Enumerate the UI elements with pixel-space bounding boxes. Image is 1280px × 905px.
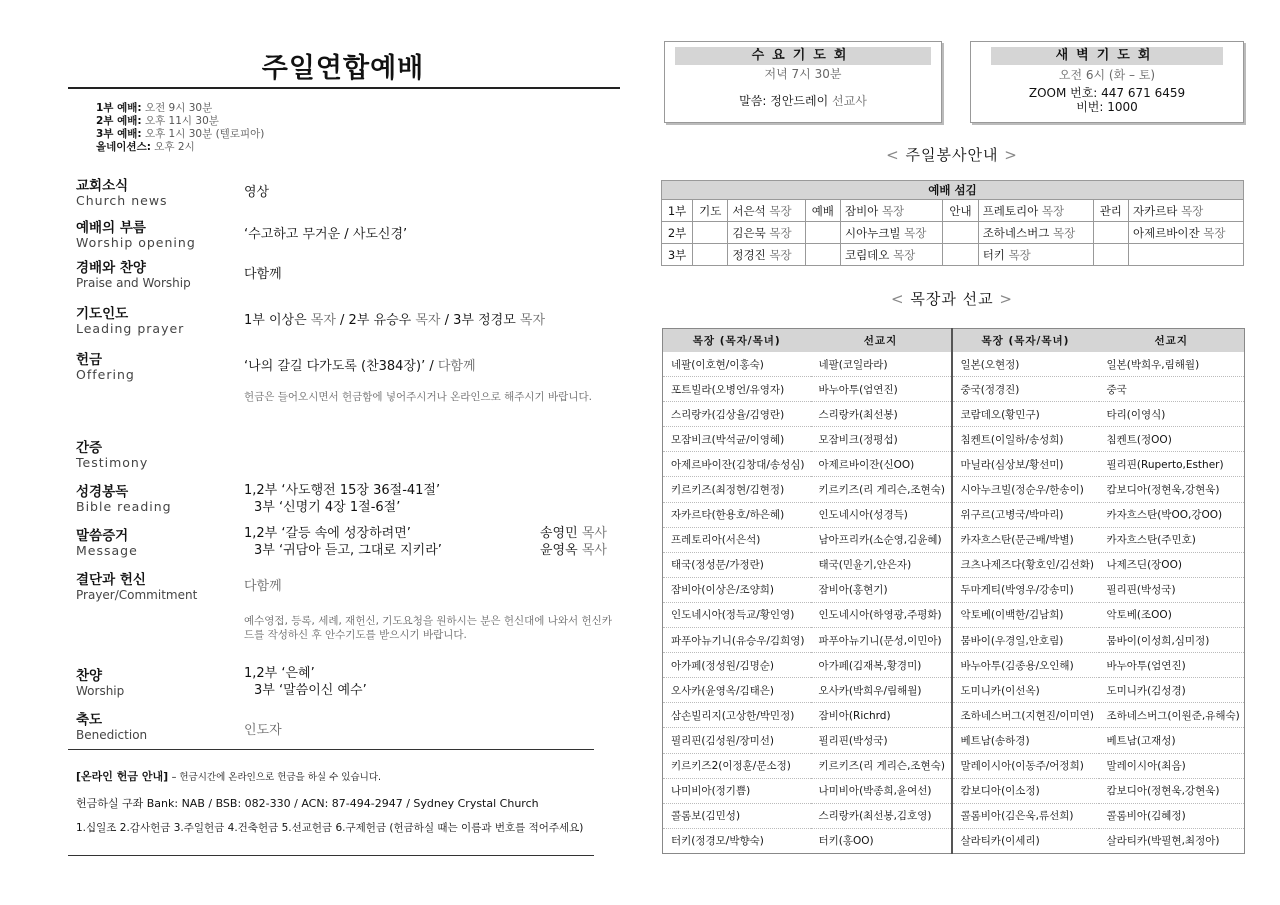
- cell-group: 파푸아뉴기니(유승우/김희영): [663, 628, 811, 653]
- time-label: 3부 예배:: [96, 128, 142, 140]
- offering-note: 헌금은 들어오시면서 헌금함에 넣어주시거나 온라인으로 해주시기 바랍니다.: [244, 391, 592, 403]
- cell-mission-field: 스리랑카(최선봉): [811, 402, 952, 427]
- cell-mission-field: 캄보디아(정현욱,강현욱): [1099, 477, 1245, 502]
- name-cell: [978, 244, 1093, 266]
- cell-group: 콜롬비아(김은욱,류선희): [952, 803, 1099, 828]
- bible-line: 1,2부 ‘사도행전 15장 36절-41절’: [244, 483, 441, 498]
- name: 자카르타: [1132, 203, 1178, 218]
- cell-mission-field: 터키(홍OO): [811, 828, 952, 853]
- col-header: 선교지: [1099, 329, 1245, 353]
- title: 목장: [1008, 247, 1031, 262]
- cell-group: 살라티카(이세리): [952, 828, 1099, 853]
- section-prayer: [76, 306, 184, 336]
- cell-mission-field: 키르키즈(리 게리슨,조현숙): [811, 477, 952, 502]
- cell-group: 인도네시아(정득교/황인영): [663, 602, 811, 627]
- section-title: 경배와 찬양: [76, 260, 146, 276]
- cell-group: 아제르바이잔(김창대/송성심): [663, 452, 811, 477]
- message-line: 1,2부 ‘갈등 속에 성장하려면’: [244, 526, 411, 541]
- section-offering: [76, 352, 135, 382]
- mission-header-row: [663, 329, 1245, 353]
- cell-group: 중국(정경진): [952, 377, 1099, 402]
- cell-group: 스리랑카(김상율/김영란): [663, 402, 811, 427]
- time-row: [96, 128, 264, 141]
- time-label: 올네이션스:: [96, 141, 151, 153]
- section-title: 찬양: [76, 668, 103, 684]
- speaker: [540, 525, 607, 542]
- prayer-leader-1: 1부 이상은: [244, 313, 307, 328]
- role-cell: [805, 222, 840, 244]
- col-header: 선교지: [811, 329, 952, 353]
- section-title: 결단과 헌신: [76, 572, 146, 588]
- cell-mission-field: 아가페(김재복,황경미): [811, 653, 952, 678]
- role-cell: 예배: [805, 200, 840, 222]
- speaker-name: 윤영옥: [540, 543, 578, 558]
- table-row: [662, 222, 1244, 244]
- section-commitment: [76, 572, 197, 602]
- table-row: [663, 577, 1245, 602]
- cell-mission-field: 오사카(박희우/림해월): [811, 678, 952, 703]
- cell-group: 포트빌라(오병언/유영자): [663, 377, 811, 402]
- cell-group: 크츠나제즈다(황호인/김선화): [952, 552, 1099, 577]
- prayer-leader-2: / 2부 유승우: [340, 313, 412, 328]
- table-row: [663, 352, 1245, 377]
- cell-group: 오사카(윤영옥/김태은): [663, 678, 811, 703]
- cell-mission-field: 카자흐스탄(박OO,강OO): [1099, 502, 1245, 527]
- table-row: [663, 452, 1245, 477]
- cell-group: 도미니카(이선옥): [952, 678, 1099, 703]
- box-time: 오전 6시 (화 – 토): [1058, 68, 1156, 82]
- hymn-content: [244, 665, 367, 699]
- cell-mission-field: 바누아투(엄연진): [811, 377, 952, 402]
- bible-content: [244, 482, 440, 516]
- table-row: [663, 552, 1245, 577]
- cell-mission-field: 베트남(고재성): [1099, 728, 1245, 753]
- cell-group: 삼손빌리지(고상한/박민정): [663, 703, 811, 728]
- name: 코림데오: [844, 247, 890, 262]
- prayer-leader-3: / 3부 정경모: [444, 313, 516, 328]
- section-title: 기도인도: [76, 306, 129, 322]
- section-title: 헌금: [76, 352, 103, 368]
- benediction-content: 인도자: [244, 723, 282, 738]
- cell-group: 침켄트(이일하/송성희): [952, 427, 1099, 452]
- cell-mission-field: 인도네시아(성경득): [811, 502, 952, 527]
- cell-group: 네팔(이호현/이홍숙): [663, 352, 811, 377]
- role-cell: 안내: [943, 200, 978, 222]
- title: 목장: [769, 247, 792, 262]
- title: 목장: [893, 247, 916, 262]
- cell-mission-field: 조하네스버그(이원준,유해숙): [1099, 703, 1245, 728]
- name: 프레토리아: [982, 203, 1039, 218]
- name: 시아누크빌: [844, 225, 901, 240]
- title: 목장: [1041, 203, 1065, 218]
- col-header: 목장 (목자/목녀): [663, 329, 811, 353]
- cell-mission-field: 일본(박희우,림해월): [1099, 352, 1245, 377]
- role-cell: [805, 244, 840, 266]
- dawn-prayer-box: [970, 41, 1244, 123]
- table-row: [663, 427, 1245, 452]
- opening-content: ‘수고하고 무거운 / 사도신경’: [244, 227, 408, 242]
- table-row: [663, 402, 1245, 427]
- cell-mission-field: 캄보디아(정현욱,강현욱): [1099, 778, 1245, 803]
- online-top-divider: [68, 749, 594, 750]
- name: 아제르바이잔: [1132, 225, 1200, 240]
- section-subtitle: Offering: [76, 367, 135, 382]
- table-row: [663, 628, 1245, 653]
- hymn-line: 3부 ‘말씀이신 예수’: [254, 683, 367, 698]
- cell-mission-field: 나미비아(박종희,윤여선): [811, 778, 952, 803]
- wednesday-prayer-box: [664, 41, 942, 123]
- role-cell: [943, 244, 978, 266]
- box-title: 새벽기도회: [991, 47, 1223, 65]
- time-label: 2부 예배:: [96, 115, 142, 127]
- name-cell: [978, 222, 1093, 244]
- offering-types: 1.십일조 2.감사헌금 3.주일헌금 4.건축헌금 5.선교헌금 6.구제헌금 (헌금하실 때는 이름과 번호를 적어주세요): [76, 822, 584, 834]
- box-time: 저녁 7시 30분: [764, 67, 842, 81]
- time-value: 오후 11시 30분: [144, 115, 219, 127]
- section-subtitle: Worship opening: [76, 235, 196, 250]
- message-line: 3부 ‘귀담아 듣고, 그대로 지키라’: [254, 543, 442, 558]
- speaker: [540, 542, 607, 559]
- offering-hymn: ‘나의 갈길 다가도록 (찬384장)’ /: [244, 359, 434, 374]
- title: 목장: [769, 225, 792, 240]
- speaker-label: 말씀:: [739, 94, 767, 108]
- name: 터키: [982, 247, 1005, 262]
- page-title: 주일연합예배: [261, 53, 425, 84]
- name-cell: [1128, 244, 1243, 266]
- section-subtitle: Bible reading: [76, 499, 172, 514]
- role-cell: 관리: [1093, 200, 1128, 222]
- cell-group: 콜롬보(김민성): [663, 803, 811, 828]
- cell-group: 말레이시아(이동주/어정희): [952, 753, 1099, 778]
- praise-content: 다함께: [244, 267, 282, 282]
- section-title: 예배의 부름: [76, 220, 146, 236]
- cell-mission-field: 키르키즈(리 게리슨,조현숙): [811, 753, 952, 778]
- cell-group: 위구르(고병국/박마리): [952, 502, 1099, 527]
- section-subtitle: Leading prayer: [76, 321, 185, 336]
- section-title: 말씀증거: [76, 528, 129, 544]
- section-subtitle: Message: [76, 543, 138, 558]
- service-table: [661, 180, 1244, 266]
- cell-mission-field: 파푸아뉴기니(문성,이민아): [811, 628, 952, 653]
- message-content: [244, 525, 442, 559]
- time-row: [96, 141, 264, 154]
- table-header-row: [662, 181, 1244, 200]
- name: 조하네스버그: [982, 225, 1050, 240]
- table-row: [663, 653, 1245, 678]
- col-header: 목장 (목자/목녀): [952, 329, 1099, 353]
- cell-mission-field: 필리핀(Ruperto,Esther): [1099, 452, 1245, 477]
- section-subtitle: Praise and Worship: [76, 276, 191, 290]
- role-cell: [1093, 222, 1128, 244]
- section-title: 간증: [76, 440, 103, 456]
- mission-title-text: 목장과 선교: [910, 290, 994, 308]
- cell-group: 프레토리아(서은석): [663, 527, 811, 552]
- cell-group: 조하네스버그(지현진/이미연): [952, 703, 1099, 728]
- cell-mission-field: 카자흐스탄(주민호): [1099, 527, 1245, 552]
- table-row: [663, 377, 1245, 402]
- name-cell: [840, 222, 942, 244]
- cell-mission-field: 태국(민윤기,안은자): [811, 552, 952, 577]
- part-cell: 2부: [662, 222, 693, 244]
- section-bible-reading: [76, 484, 172, 514]
- part-cell: 3부: [662, 244, 693, 266]
- service-times: [96, 102, 264, 154]
- cell-mission-field: 살라티카(박필현,최정아): [1099, 828, 1245, 853]
- pastor-title: 목사: [581, 543, 607, 558]
- section-testimony: [76, 440, 148, 470]
- section-benediction: [76, 712, 147, 742]
- cell-mission-field: 아제르바이잔(신OO): [811, 452, 952, 477]
- hymn-line: 1,2부 ‘은혜’: [244, 666, 315, 681]
- cell-mission-field: 도미니카(김성경): [1099, 678, 1245, 703]
- section-worship-opening: [76, 220, 196, 250]
- box-title: 수요기도회: [675, 47, 931, 65]
- role-cell: 기도: [693, 200, 728, 222]
- role-cell: [693, 244, 728, 266]
- name-cell: [978, 200, 1093, 222]
- cell-group: 악토베(이백한/김남희): [952, 602, 1099, 627]
- box-speaker: [665, 94, 941, 109]
- zoom-password: 비번: 1000: [1076, 100, 1138, 114]
- section-title: 성경봉독: [76, 484, 129, 500]
- cell-group: 필리핀(김성원/장미선): [663, 728, 811, 753]
- service-title-text: 주일봉사안내: [905, 146, 999, 164]
- table-row: [663, 778, 1245, 803]
- speaker-title: 선교사: [832, 94, 867, 108]
- online-heading: [온라인 헌금 안내]: [76, 770, 169, 783]
- section-title: 교회소식: [76, 178, 129, 194]
- name-cell: [840, 244, 942, 266]
- cell-mission-field: 남아프리카(소순영,김윤혜): [811, 527, 952, 552]
- cell-group: 모잠비크(박석균/이영혜): [663, 427, 811, 452]
- table-row: [663, 477, 1245, 502]
- cell-group: 태국(정성문/가정란): [663, 552, 811, 577]
- table-row: [663, 803, 1245, 828]
- pastor-title: 목사: [581, 526, 607, 541]
- commitment-note: 예수영접, 등록, 세례, 재헌신, 기도요청을 원하시는 분은 헌신대에 나와서 헌신카드를 작성하신 후 안수기도를 받으시기 바랍니다.: [244, 615, 612, 641]
- cell-mission-field: 스리랑카(최선봉,김호영): [811, 803, 952, 828]
- cell-mission-field: 인도네시아(하영광,주평화): [811, 602, 952, 627]
- section-title: 축도: [76, 712, 103, 728]
- offering-content: [244, 358, 476, 375]
- section-subtitle: Prayer/Commitment: [76, 588, 198, 602]
- table-row: [663, 502, 1245, 527]
- bible-line: 3부 ‘신명기 4장 1절-6절’: [254, 500, 401, 515]
- table-row: [663, 527, 1245, 552]
- cell-group: 잠비아(이상은/조양희): [663, 577, 811, 602]
- cell-group: 아가페(정성원/김명순): [663, 653, 811, 678]
- cell-mission-field: 중국: [1099, 377, 1245, 402]
- cell-mission-field: 바누아투(엄연진): [1099, 653, 1245, 678]
- bank-account: 헌금하실 구좌 Bank: NAB / BSB: 082-330 / ACN: 87-494-2947 / Sydney Crystal Church: [76, 797, 539, 810]
- cell-group: 뭄바이(우경일,안호림): [952, 628, 1099, 653]
- section-message: [76, 528, 138, 558]
- cell-group: 일본(오현정): [952, 352, 1099, 377]
- title: 목장: [1053, 225, 1076, 240]
- cell-mission-field: 악토베(조OO): [1099, 602, 1245, 627]
- cell-group: 나미비아(정기쁨): [663, 778, 811, 803]
- pastor-title: 목자: [415, 313, 441, 328]
- cell-mission-field: 타리(이영식): [1099, 402, 1245, 427]
- cell-group: 시아누크빌(정순우/한송이): [952, 477, 1099, 502]
- cell-group: 카자흐스탄(문근배/박별): [952, 527, 1099, 552]
- time-value: 오전 9시 30분: [144, 102, 213, 114]
- cell-mission-field: 모잠비크(정평섭): [811, 427, 952, 452]
- news-content: 영상: [244, 185, 270, 200]
- table-row: [663, 703, 1245, 728]
- name: 정경진: [732, 247, 766, 262]
- cell-group: 캄보디아(이소정): [952, 778, 1099, 803]
- commitment-content: 다함께: [244, 579, 282, 594]
- section-subtitle: Worship: [76, 684, 125, 698]
- name: 서은석: [732, 203, 766, 218]
- role-cell: [943, 222, 978, 244]
- message-speakers: [540, 525, 607, 559]
- section-praise: [76, 260, 191, 290]
- cell-group: 바누아투(김종용/오인해): [952, 653, 1099, 678]
- section-subtitle: Benediction: [76, 728, 148, 742]
- cell-mission-field: 잠비아(홍현기): [811, 577, 952, 602]
- online-bottom-divider: [68, 855, 594, 856]
- cell-group: 키르키즈(최정현/김현정): [663, 477, 811, 502]
- cell-mission-field: 콜롬비아(김혜정): [1099, 803, 1245, 828]
- cell-group: 코람데오(황민구): [952, 402, 1099, 427]
- cell-mission-field: 말레이시아(최음): [1099, 753, 1245, 778]
- title: 목장: [881, 203, 905, 218]
- cell-mission-field: 뭄바이(이성희,심미정): [1099, 628, 1245, 653]
- name: 잠비아: [844, 203, 879, 218]
- role-cell: [693, 222, 728, 244]
- pastor-title: 목자: [310, 313, 336, 328]
- offering-who: 다함께: [437, 359, 476, 374]
- title-divider: [68, 87, 620, 89]
- table-row: [663, 753, 1245, 778]
- mission-title: < 목장과 선교 >: [891, 290, 1013, 308]
- cell-group: 터키(정경모/박향숙): [663, 828, 811, 853]
- zoom-number: ZOOM 번호: 447 671 6459: [1028, 86, 1186, 100]
- cell-mission-field: 네팔(코일라라): [811, 352, 952, 377]
- section-hymn: [76, 668, 124, 698]
- section-subtitle: Church news: [76, 193, 168, 208]
- name-cell: [728, 200, 805, 222]
- role-cell: [1093, 244, 1128, 266]
- name-cell: [1128, 222, 1243, 244]
- section-church-news: [76, 178, 168, 208]
- cell-mission-field: 필리핀(박성국): [1099, 577, 1245, 602]
- service-guide-title: < 주일봉사안내 >: [886, 146, 1018, 164]
- time-row: [96, 115, 264, 128]
- name-cell: [840, 200, 942, 222]
- table-row: [662, 244, 1244, 266]
- mission-table: [662, 328, 1245, 854]
- cell-group: 마닐라(심상보/황선미): [952, 452, 1099, 477]
- table-row: [663, 728, 1245, 753]
- pastor-title: 목자: [519, 313, 546, 328]
- cell-group: 자카르타(한용호/하은혜): [663, 502, 811, 527]
- prayer-content: [244, 312, 545, 329]
- cell-group: 키르키즈2(이정훈/문소정): [663, 753, 811, 778]
- name: 김은묵: [732, 225, 766, 240]
- speaker-name: 송영민: [540, 526, 578, 541]
- cell-mission-field: 침켄트(정OO): [1099, 427, 1245, 452]
- cell-mission-field: 나제즈딘(장OO): [1099, 552, 1245, 577]
- name-cell: [728, 222, 805, 244]
- table-row: [663, 828, 1245, 853]
- table-row: [662, 200, 1244, 222]
- time-value: 오후 1시 30분 (텔로피아): [144, 128, 265, 140]
- mission-body: [663, 352, 1245, 853]
- title: 목장: [1203, 225, 1226, 240]
- time-label: 1부 예배:: [96, 102, 142, 114]
- title: 목장: [904, 225, 927, 240]
- table-row: [663, 678, 1245, 703]
- title: 목장: [1181, 203, 1204, 218]
- time-row: [96, 102, 264, 115]
- cell-mission-field: 필리핀(박성국): [811, 728, 952, 753]
- title: 목장: [769, 203, 792, 218]
- part-cell: 1부: [662, 200, 693, 222]
- table-row: [663, 602, 1245, 627]
- table-header: 예배 섬김: [662, 181, 1244, 200]
- name-cell: [1128, 200, 1243, 222]
- online-desc: – 헌금시간에 온라인으로 헌금을 하실 수 있습니다.: [171, 772, 382, 783]
- cell-group: 두마게티(박영우/강송미): [952, 577, 1099, 602]
- time-value: 오후 2시: [154, 141, 195, 153]
- section-subtitle: Testimony: [76, 455, 149, 470]
- cell-mission-field: 잠비아(Richrd): [811, 703, 952, 728]
- speaker-name: 정안드레이: [770, 94, 829, 108]
- cell-group: 베트남(송하경): [952, 728, 1099, 753]
- online-offering-header: [76, 770, 381, 785]
- name-cell: [728, 244, 805, 266]
